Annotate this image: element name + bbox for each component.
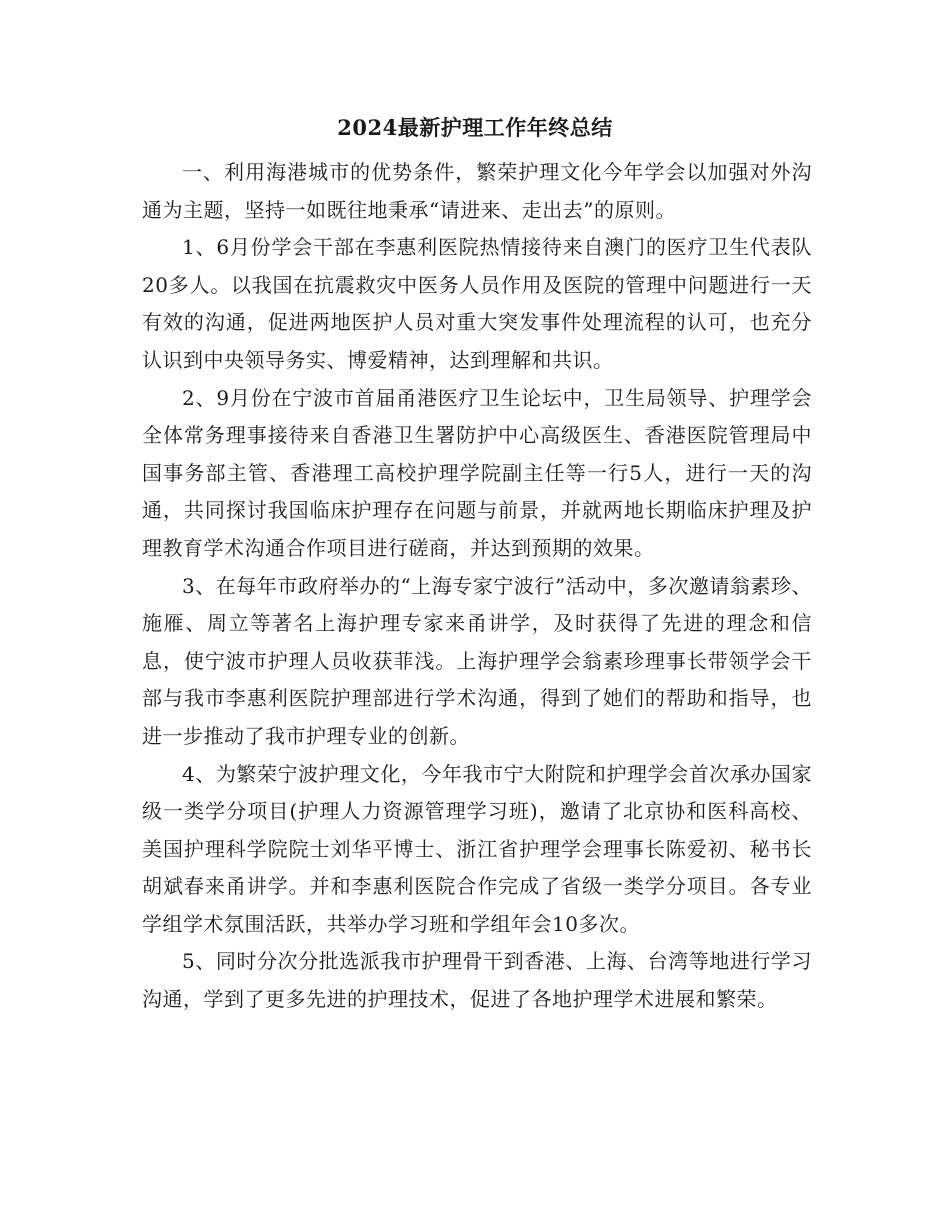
paragraph-item-4: 4、为繁荣宁波护理文化，今年我市宁大附院和护理学会首次承办国家级一类学分项目(护理人力资源管理学习班)，邀请了北京协和医科高校、美国护理科学院院士刘华平博士、浙江省护理学会理事长陈爱初、秘书长胡斌春来甬讲学。并和李惠利医院合作完成了省级一类学分项目。各专业学组学术氛围活跃，共举办学习班和学组年会10多次。 xyxy=(142,761,812,936)
paragraph-item-2: 2、9月份在宁波市首届甬港医疗卫生论坛中，卫生局领导、护理学会全体常务理事接待来自香港卫生署防护中心高级医生、香港医院管理局中国事务部主管、香港理工高校护理学院副主任等一行5人，进行一天的沟通，共同探讨我国临床护理存在问题与前景，并就两地长期临床护理及护理教育学术沟通合作项目进行磋商，并达到预期的效果。 xyxy=(142,385,812,560)
paragraph-item-5: 5、同时分次分批选派我市护理骨干到香港、上海、台湾等地进行学习沟通，学到了更多先进的护理技术，促进了各地护理学术进展和繁荣。 xyxy=(142,949,812,1012)
paragraph-item-1: 1、6月份学会干部在李惠利医院热情接待来自澳门的医疗卫生代表队20多人。以我国在抗震救灾中医务人员作用及医院的管理中问题进行一天有效的沟通，促进两地医护人员对重大突发事件处理流程的认可，也充分认识到中央领导务实、博爱精神，达到理解和共识。 xyxy=(142,235,812,372)
paragraph-item-3: 3、在每年市政府举办的“上海专家宁波行”活动中，多次邀请翁素珍、施雁、周立等著名上海护理专家来甬讲学，及时获得了先进的理念和信息，使宁波市护理人员收获菲浅。上海护理学会翁素珍理事长带领学会干部与我市李惠利医院护理部进行学术沟通，得到了她们的帮助和指导，也进一步推动了我市护理专业的创新。 xyxy=(142,573,812,748)
document-body xyxy=(142,154,812,1019)
paragraph-intro: 一、利用海港城市的优势条件，繁荣护理文化今年学会以加强对外沟通为主题，坚持一如既往地秉承“请进来、走出去”的原则。 xyxy=(142,160,812,222)
document-title: 2024最新护理工作年终总结 xyxy=(337,115,613,140)
